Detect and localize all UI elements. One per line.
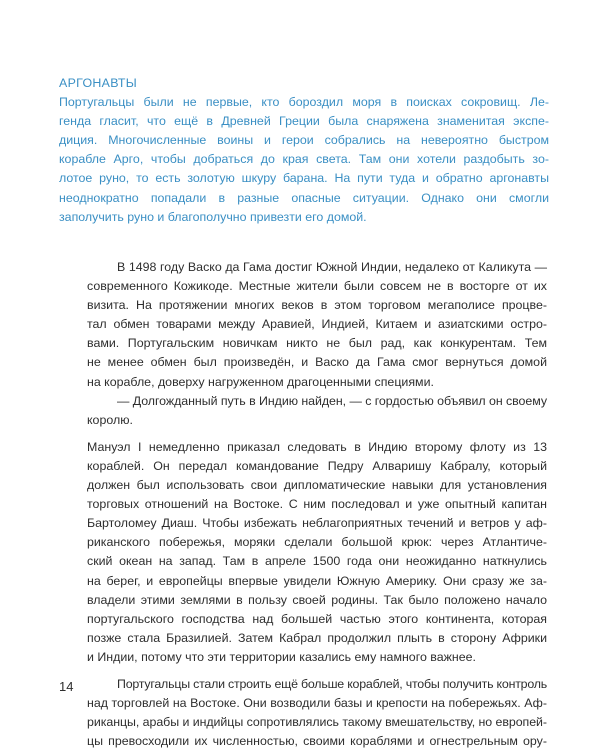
text-line: позже стала Бразилией. Затем Кабрал продолжил плыть в сторону Африки xyxy=(87,630,547,645)
sidebar-line: Португальцы были не первые, кто бороздил моря в поисках сокровищ. Ле- xyxy=(59,95,549,110)
text-line: над торговлей на Востоке. Они возводили базы и крепости на побережьях. Аф- xyxy=(87,696,547,711)
text-line: кораблей. Он передал командование Педру Алваришу Кабралу, который xyxy=(87,458,547,473)
text-line: не менее обмен был произведён, и Васко да Гама смог вернуться домой xyxy=(87,355,547,370)
text-line: на корабле, доверху нагруженном драгоценными специями. xyxy=(87,374,434,389)
paragraph-manuel xyxy=(87,438,547,667)
text-line: ский океан на запад. Там в апреле 1500 года они неожиданно наткнулись xyxy=(87,554,547,569)
text-line: Португальцы стали строить ещё больше кораблей, чтобы получить контроль xyxy=(117,676,547,691)
text-line: риканцы, арабы и индийцы сопротивлялись такому вмешательству, но европей- xyxy=(87,715,547,730)
sidebar-line: генда гласит, что ещё в Древней Греции была снаряжена знаменитая экспе- xyxy=(59,114,549,129)
text-line: Мануэл I немедленно приказал следовать в Индию второму флоту из 13 xyxy=(87,439,547,454)
sidebar-line: заполучить руно и благополучно привезти его домой. xyxy=(59,209,367,224)
paragraph-gap xyxy=(87,430,547,438)
text-line: вами. Португальским новичкам никто не был рад, как конкурентам. Тем xyxy=(87,336,547,351)
text-line: риканского побережья, моряки сделали большой крюк: через Атлантиче- xyxy=(87,535,547,550)
text-line: португальского господства над большей частью этого континента, которая xyxy=(87,611,547,626)
text-line: должен был использовать свои дипломатические навыки для установления xyxy=(87,478,547,493)
paragraph-vasco-da-gama xyxy=(87,258,547,392)
text-line: тал обмен товарами между Аравией, Индией, Китаем и азиатскими остро- xyxy=(87,317,547,332)
paragraph-gap xyxy=(87,667,547,675)
sidebar-title: АРГОНАВТЫ xyxy=(59,76,138,90)
sidebar-line: корабле Арго, чтобы добраться до края света. Там они хотели раздобыть зо- xyxy=(59,152,549,167)
paragraph-portuguese xyxy=(87,675,547,751)
text-line: на берег, и европейцы впервые увидели Южную Америку. Они сразу же за- xyxy=(87,573,547,588)
text-line: современного Кожикоде. Местные жители были совсем не в восторге от их xyxy=(87,279,547,294)
argonauts-sidebar xyxy=(59,74,549,227)
text-line: Бартоломеу Диаш. Чтобы избежать неблагоприятных течений и ветров у аф- xyxy=(87,516,547,531)
text-line: цы превосходили их численностью, своими кораблями и огнестрельным ору- xyxy=(87,734,547,749)
text-line: В 1498 году Васко да Гама достиг Южной Индии, недалеко от Каликута — xyxy=(117,260,547,274)
text-line: владели этими землями в пользу своей родины. Так было положено начало xyxy=(87,592,547,607)
page-number: 14 xyxy=(59,679,74,694)
sidebar-line: неоднократно попадали в разные опасные ситуации. Однако они смогли xyxy=(59,190,549,205)
sidebar-line: лотое руно, то есть золотую шкуру барана. На пути туда и обратно аргонавты xyxy=(59,171,549,186)
text-line: визита. На протяжении многих веков в этом торговом мегаполисе процве- xyxy=(87,298,547,313)
main-text xyxy=(87,258,547,751)
sidebar-line: диция. Многочисленные воины и герои собрались на невероятно быстром xyxy=(59,133,549,148)
text-line: и Индии, потому что эти территории казались ему намного важнее. xyxy=(87,649,476,664)
paragraph-quote xyxy=(87,392,547,430)
text-line: — Долгожданный путь в Индию найден, — с гордостью объявил он своему xyxy=(117,393,547,408)
text-line: королю. xyxy=(87,412,133,427)
text-line: торговых отношений на Востоке. С ним последовал и уже опытный капитан xyxy=(87,497,547,512)
